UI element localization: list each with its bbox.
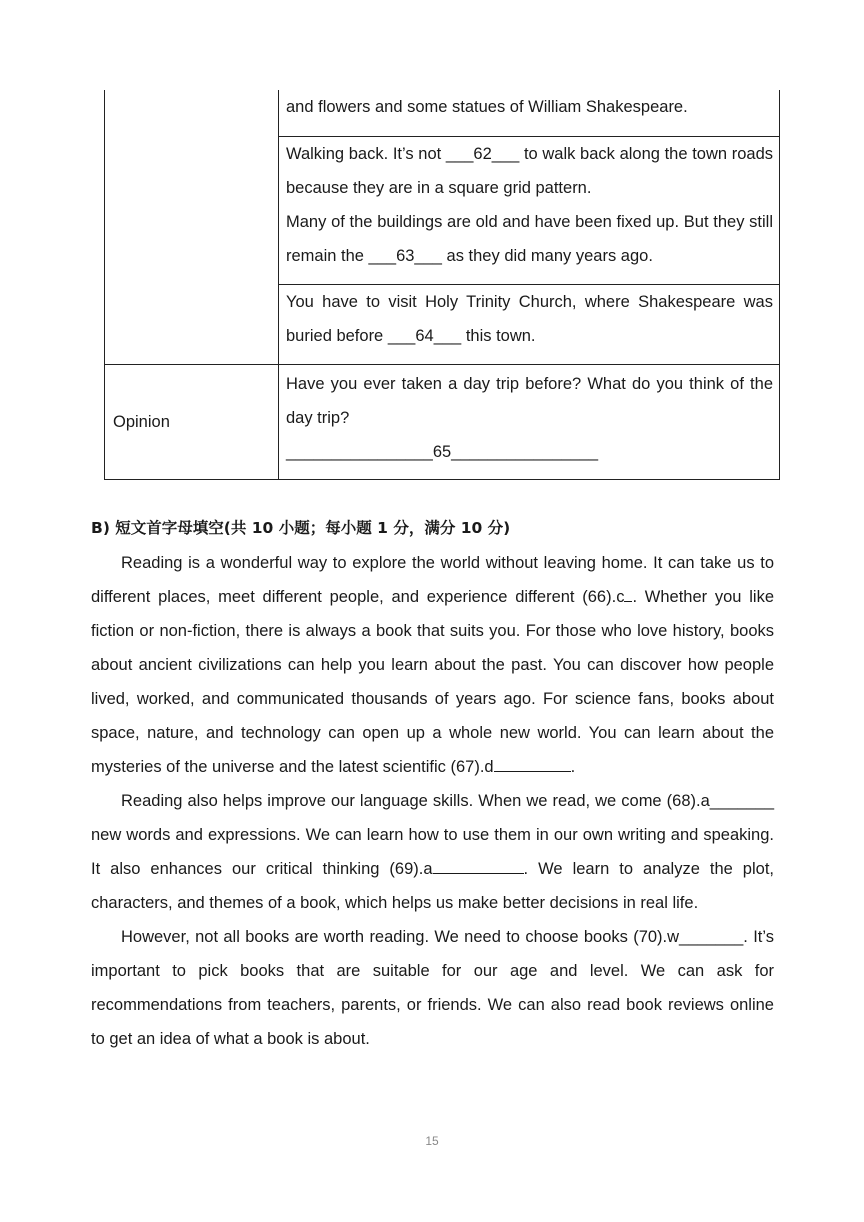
- empty-label-cell: [105, 90, 279, 365]
- section-heading: B) 短文首字母填空(共 10 小题；每小题 1 分，满分 10 分): [91, 519, 511, 537]
- passage: [91, 546, 774, 1056]
- row1-text: and flowers and some statues of William Shakespeare.: [286, 98, 688, 116]
- paragraph-2: [91, 784, 774, 920]
- page-number: 15: [425, 1134, 439, 1148]
- table-cell: [279, 365, 780, 480]
- opinion-question: Have you ever taken a day trip before? What do you think of the day trip?: [286, 375, 773, 427]
- paragraph-2-part-a: Reading also helps improve our language skills. When we read, we come (68).a_______ new words and expressions. We can learn how to use them in our own writing and speaking. It also enhances our critical thinking (69).a: [91, 792, 774, 878]
- paragraph-1: [91, 546, 774, 784]
- row2-line2-text: Many of the buildings are old and have been fixed up. But they still remain the ___63___ as they did many years ago.: [286, 213, 773, 265]
- paragraph-1-part-a: Reading is a wonderful way to explore the world without leaving home. It can take us to different places, meet different people, and experience different (66).c: [91, 554, 774, 606]
- paragraph-2-part-b: . We learn to analyze the plot, characters, and themes of a book, which helps us make better decisions in real life.: [91, 860, 774, 912]
- opinion-blank: ________________65________________: [286, 443, 599, 461]
- table-row: [105, 365, 780, 480]
- blank-67: [494, 751, 571, 772]
- paragraph-1-part-b: . Whether you like fiction or non-fiction, there is always a book that suits you. For those who love history, books about ancient civilizations can help you learn about the past. You can discover how people lived, worked, and communicated thousands of years ago. For science fans, books about space, nature, and technology can open up a whole new world. You can learn about the mysteries of the universe and the latest scientific (67).d: [91, 588, 774, 776]
- opinion-label: Opinion: [105, 365, 279, 480]
- row3-text: You have to visit Holy Trinity Church, where Shakespeare was buried before ___64___ this town.: [286, 293, 773, 345]
- reading-table: [104, 90, 780, 480]
- blank-69: [433, 853, 524, 874]
- paragraph-3: However, not all books are worth reading. We need to choose books (70).w_______. It’s important to pick books that are suitable for our age and level. We can ask for recommendations from teachers, parents, or friends. We can also read book reviews online to get an idea of what a book is about.: [91, 928, 774, 1048]
- table-row: [105, 90, 780, 137]
- table-cell: [279, 90, 780, 137]
- table-cell: [279, 137, 780, 285]
- table-cell: [279, 285, 780, 365]
- row2-line1-text: Walking back. It’s not ___62___ to walk back along the town roads because they are in a square grid pattern.: [286, 145, 773, 197]
- paragraph-1-part-c: .: [570, 758, 576, 776]
